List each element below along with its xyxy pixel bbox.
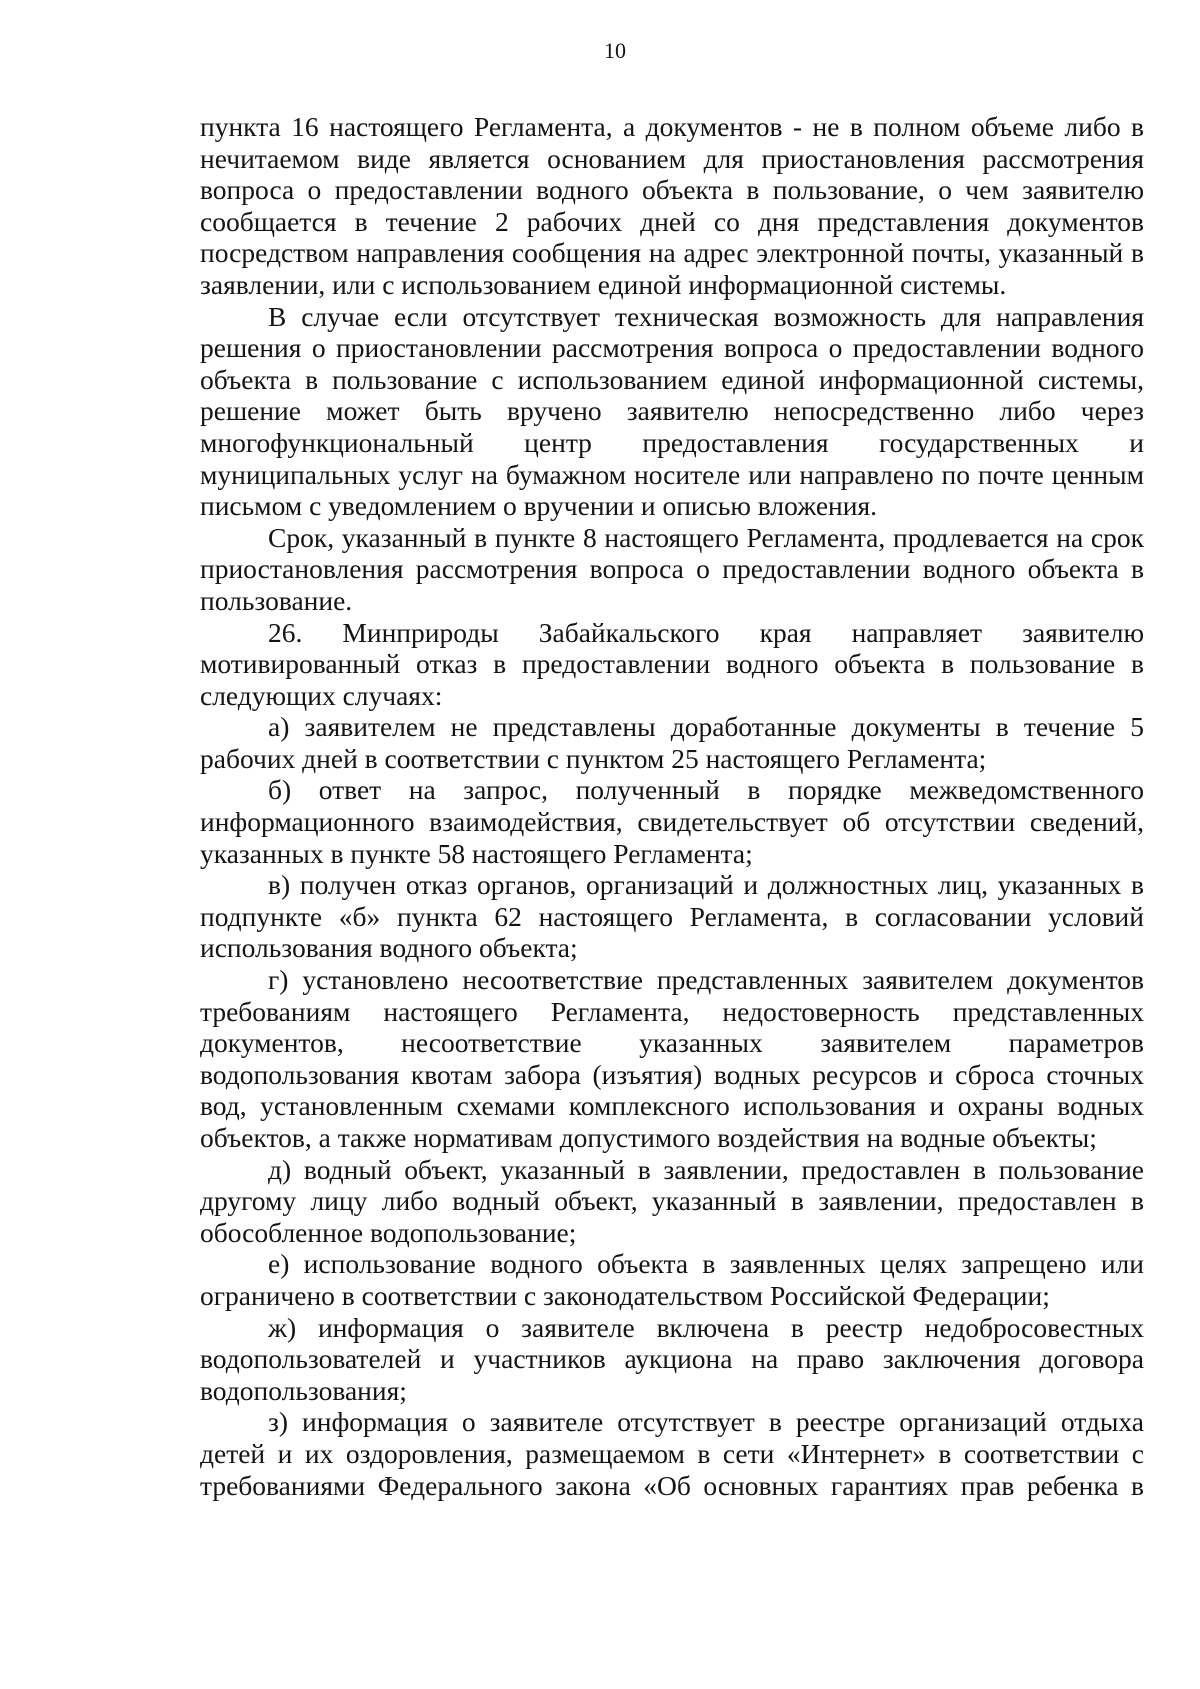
list-item-g: г) установлено несоответствие представленных заявителем документов требованиям настоящего Регламента, недостоверность представленных документов, несоответствие указанных заявителем параметров водопользования квотам забора (изъятия) водных ресурсов и сброса сточных вод, установленным схемами комплексного использования и охраны водных объектов, а также нормативам допустимого воздействия на водные объекты;: [200, 964, 1144, 1153]
paragraph-term-extension: Срок, указанный в пункте 8 настоящего Регламента, продлевается на срок приостановления рассмотрения вопроса о предоставлении водного объекта в пользование.: [200, 521, 1144, 616]
paragraph-technical-possibility: В случае если отсутствует техническая возможность для направления решения о приостановлении рассмотрения вопроса о предоставлении водного объекта в пользование с использованием единой информационной системы, решение может быть вручено заявителю непосредственно либо через многофункциональный центр предоставления государственных и муниципальных услуг на бумажном носителе или направлено по почте ценным письмом с уведомлением о вручении и описью вложения.: [200, 300, 1144, 522]
list-item-zh: ж) информация о заявителе включена в реестр недобросовестных водопользователей и участников аукциона на право заключения договора водопользования;: [200, 1311, 1144, 1406]
list-item-v: в) получен отказ органов, организаций и должностных лиц, указанных в подпункте «б» пункта 62 настоящего Регламента, в согласовании условий использования водного объекта;: [200, 869, 1144, 964]
list-item-a: а) заявителем не представлены доработанные документы в течение 5 рабочих дней в соответствии с пунктом 25 настоящего Регламента;: [200, 711, 1144, 774]
list-item-d: д) водный объект, указанный в заявлении, предоставлен в пользование другому лицу либо водный объект, указанный в заявлении, предоставлен в обособленное водопользование;: [200, 1153, 1144, 1248]
list-item-e: е) использование водного объекта в заявленных целях запрещено или ограничено в соответствии с законодательством Российской Федерации;: [200, 1248, 1144, 1311]
document-body: [200, 111, 1144, 1501]
paragraph-continuation: пункта 16 настоящего Регламента, а документов - не в полном объеме либо в нечитаемом виде является основанием для приостановления рассмотрения вопроса о предоставлении водного объекта в пользование, о чем заявителю сообщается в течение 2 рабочих дней со дня представления документов посредством направления сообщения на адрес электронной почты, указанный в заявлении, или с использованием единой информационной системы.: [200, 111, 1144, 300]
list-item-z: з) информация о заявителе отсутствует в реестре организаций отдыха детей и их оздоровления, размещаемом в сети «Интернет» в соответствии с требованиями Федерального закона «Об основных гарантиях прав ребенка в: [200, 1406, 1144, 1501]
paragraph-clause-26: 26. Минприроды Забайкальского края направляет заявителю мотивированный отказ в предоставлении водного объекта в пользование в следующих случаях:: [200, 616, 1144, 711]
page-number: 10: [604, 38, 626, 63]
list-item-b: б) ответ на запрос, полученный в порядке межведомственного информационного взаимодействия, свидетельствует об отсутствии сведений, указанных в пункте 58 настоящего Регламента;: [200, 774, 1144, 869]
